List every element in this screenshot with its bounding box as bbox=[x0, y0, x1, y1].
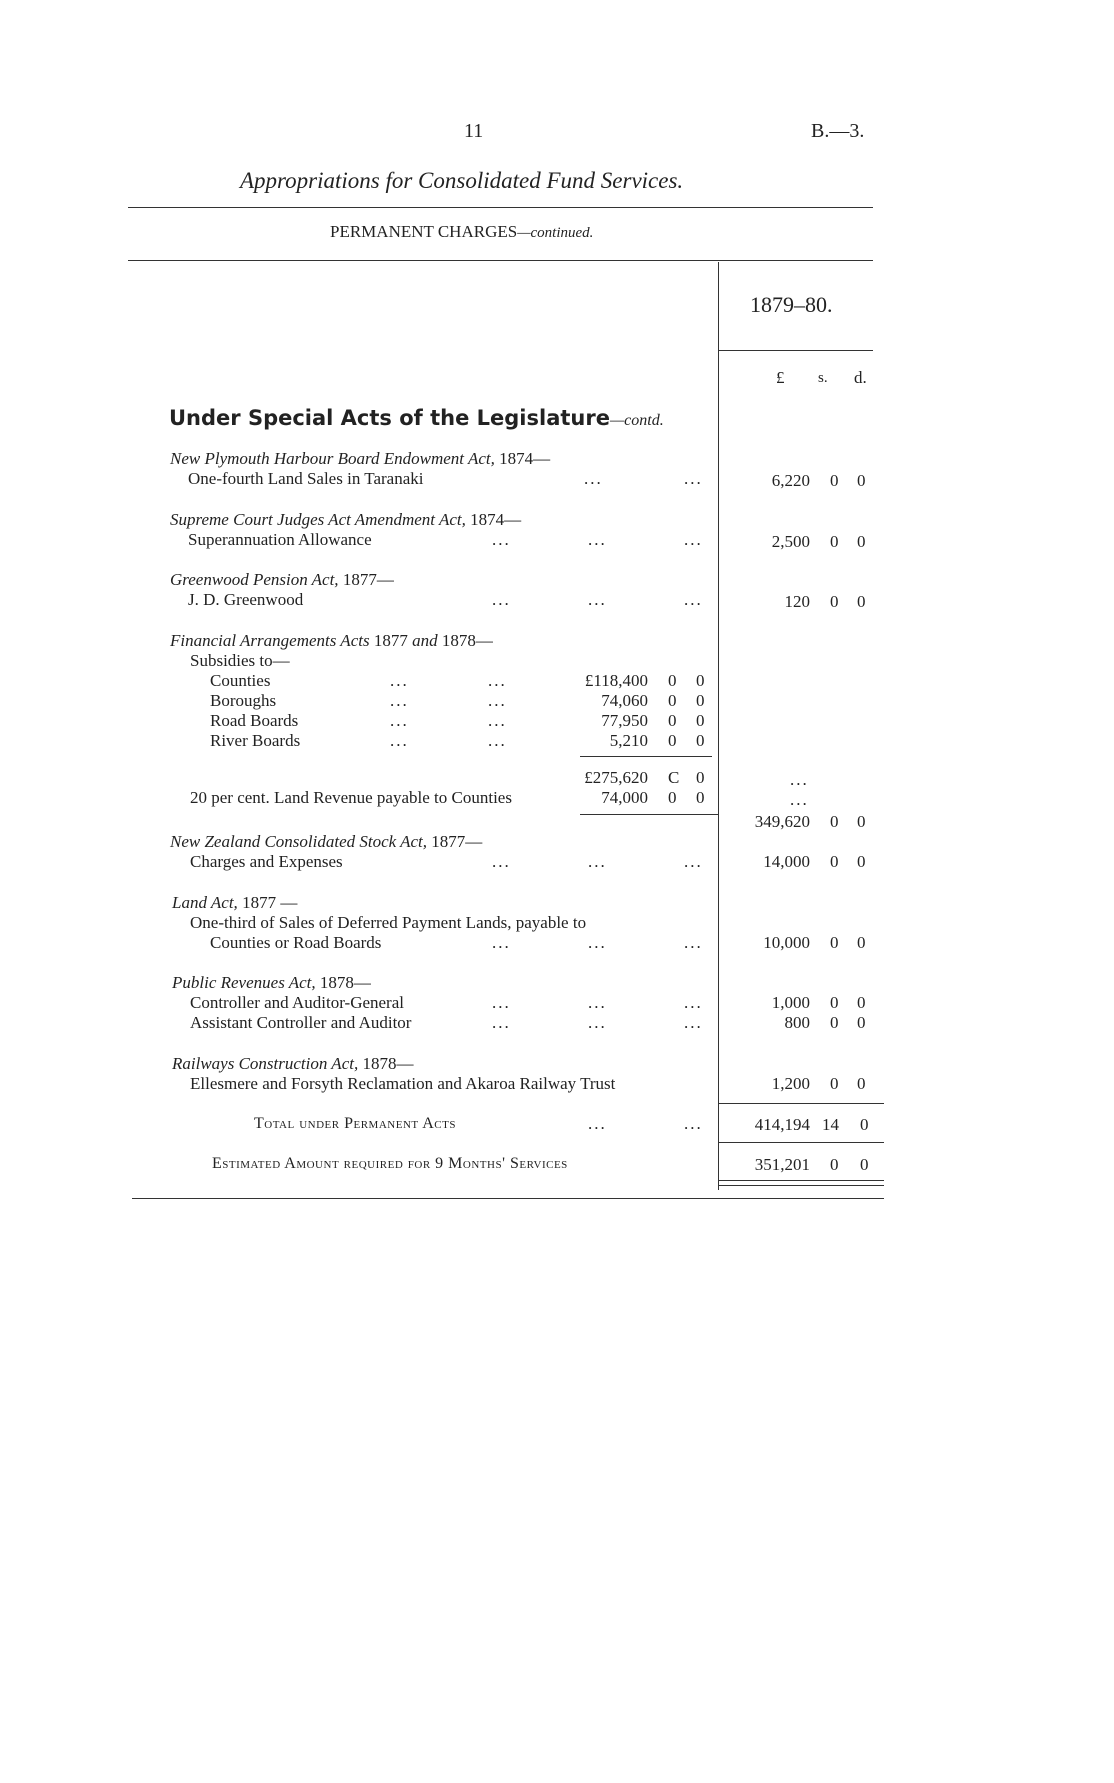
act-year: 1877 — bbox=[237, 893, 298, 912]
act-public-revenues bbox=[172, 973, 371, 993]
leader-dots: ... bbox=[390, 731, 409, 750]
amount-pounds: 2,500 bbox=[771, 532, 810, 551]
leader-dots: ... bbox=[588, 530, 607, 549]
amount-pence: 0 bbox=[857, 592, 866, 611]
estimate-double-rule-top bbox=[718, 1180, 884, 1181]
net-pence: 0 bbox=[857, 812, 866, 831]
amount-pounds: 800 bbox=[784, 1013, 810, 1032]
leader-dots: ... bbox=[588, 852, 607, 871]
leader-dots: ... bbox=[492, 530, 511, 549]
act-title: Financial Arrangements Acts bbox=[170, 631, 370, 650]
leader-dots: ... bbox=[684, 993, 703, 1012]
act-supreme-court bbox=[170, 510, 521, 530]
leader-dots: ... bbox=[790, 770, 809, 789]
act-year: 1877 bbox=[369, 631, 413, 650]
leader-dots: ... bbox=[588, 590, 607, 609]
item-deferred-payment-lands: One-third of Sales of Deferred Payment Lands, payable to bbox=[190, 913, 587, 932]
table-top-rule bbox=[128, 260, 873, 261]
page-number: 11 bbox=[464, 120, 484, 142]
leader-dots: ... bbox=[488, 671, 507, 690]
estimate-pence: 0 bbox=[860, 1155, 869, 1174]
leader-dots: ... bbox=[488, 731, 507, 750]
item-superannuation: Superannuation Allowance bbox=[188, 530, 372, 549]
subtotal-shillings: C bbox=[668, 768, 680, 787]
leader-dots: ... bbox=[492, 852, 511, 871]
item-taranaki-land-sales: One-fourth Land Sales in Taranaki bbox=[188, 469, 424, 488]
act-year: 1878— bbox=[437, 631, 493, 650]
total-permanent-shillings: 14 bbox=[822, 1115, 839, 1134]
subsidy-shillings: 0 bbox=[668, 731, 677, 750]
total-permanent-pence: 0 bbox=[860, 1115, 869, 1134]
leader-dots: ... bbox=[684, 1114, 703, 1133]
leader-dots: ... bbox=[488, 711, 507, 730]
leader-dots: ... bbox=[684, 1013, 703, 1032]
item-akaroa-railway-trust: Ellesmere and Forsyth Reclamation and Akaroa Railway Trust bbox=[190, 1074, 616, 1093]
leader-dots: ... bbox=[684, 933, 703, 952]
year-header-rule bbox=[718, 350, 873, 351]
leader-dots: ... bbox=[492, 993, 511, 1012]
net-pounds: 349,620 bbox=[754, 812, 810, 831]
act-land bbox=[172, 893, 297, 913]
act-year: 1877— bbox=[427, 832, 483, 851]
leader-dots: ... bbox=[588, 1114, 607, 1133]
leader-dots: ... bbox=[584, 469, 603, 488]
table-bottom-rule bbox=[132, 1198, 884, 1199]
amount-shillings: 0 bbox=[830, 532, 839, 551]
leader-dots: ... bbox=[588, 993, 607, 1012]
total-permanent-label: Total under Permanent Acts bbox=[254, 1115, 456, 1132]
act-year: 1874— bbox=[494, 449, 551, 468]
amount-pence: 0 bbox=[857, 471, 866, 490]
item-greenwood: J. D. Greenwood bbox=[188, 590, 304, 609]
item-assistant-controller: Assistant Controller and Auditor bbox=[190, 1013, 412, 1032]
total-permanent-pounds: 414,194 bbox=[754, 1115, 810, 1134]
leader-dots: ... bbox=[684, 852, 703, 871]
act-financial-arrangements bbox=[170, 631, 493, 651]
amount-pence: 0 bbox=[857, 532, 866, 551]
subtotal-rule bbox=[580, 756, 712, 757]
net-rule bbox=[580, 814, 718, 815]
act-year: 1878— bbox=[358, 1054, 414, 1073]
subsidy-shillings: 0 bbox=[668, 711, 677, 730]
subsidy-pence: 0 bbox=[696, 711, 705, 730]
item-charges-expenses: Charges and Expenses bbox=[190, 852, 343, 871]
pence-header: d. bbox=[854, 368, 867, 387]
subsidy-label: Counties bbox=[210, 671, 271, 690]
amount-pounds: 1,000 bbox=[771, 993, 810, 1012]
amount-pounds: 1,200 bbox=[771, 1074, 810, 1093]
section-subtitle bbox=[330, 222, 593, 242]
leader-dots: ... bbox=[684, 530, 703, 549]
net-shillings: 0 bbox=[830, 812, 839, 831]
subsidy-label: River Boards bbox=[210, 731, 301, 750]
title-rule bbox=[128, 207, 873, 208]
subsidy-pounds: 5,210 bbox=[609, 731, 648, 750]
deduction-pounds: 74,000 bbox=[601, 788, 648, 807]
amount-pounds: 10,000 bbox=[763, 933, 810, 952]
amount-column-divider bbox=[718, 262, 719, 1190]
leader-dots: ... bbox=[488, 691, 507, 710]
leader-dots: ... bbox=[390, 711, 409, 730]
deduction-pence: 0 bbox=[696, 788, 705, 807]
subsidy-pence: 0 bbox=[696, 671, 705, 690]
leader-dots: ... bbox=[588, 1013, 607, 1032]
shillings-header: s. bbox=[818, 370, 828, 386]
act-title: New Zealand Consolidated Stock Act, bbox=[170, 832, 428, 851]
estimate-double-rule-bottom bbox=[718, 1185, 884, 1186]
leader-dots: ... bbox=[684, 590, 703, 609]
act-year: 1878— bbox=[315, 973, 371, 992]
subsidy-pence: 0 bbox=[696, 691, 705, 710]
act-title: Supreme Court Judges Act Amendment Act, bbox=[170, 510, 466, 529]
leader-dots: ... bbox=[390, 691, 409, 710]
act-conjunction: and bbox=[412, 631, 438, 650]
amount-pence: 0 bbox=[857, 933, 866, 952]
leader-dots: ... bbox=[790, 790, 809, 809]
section-heading-contd: —contd. bbox=[609, 412, 664, 429]
total-rule bbox=[718, 1103, 884, 1104]
act-railways-construction bbox=[172, 1054, 413, 1074]
leader-dots: ... bbox=[390, 671, 409, 690]
leader-dots: ... bbox=[492, 1013, 511, 1032]
leader-dots: ... bbox=[492, 590, 511, 609]
act-title: Public Revenues Act, bbox=[172, 973, 316, 992]
act-consolidated-stock bbox=[170, 832, 482, 852]
estimate-pounds: 351,201 bbox=[754, 1155, 810, 1174]
item-counties-road-boards: Counties or Road Boards bbox=[210, 933, 382, 952]
amount-shillings: 0 bbox=[830, 1013, 839, 1032]
year-column-header: 1879–80. bbox=[750, 292, 833, 317]
leader-dots: ... bbox=[492, 933, 511, 952]
subtotal-pounds: £275,620 bbox=[584, 768, 648, 787]
amount-shillings: 0 bbox=[830, 1074, 839, 1093]
subsidy-shillings: 0 bbox=[668, 671, 677, 690]
act-title: New Plymouth Harbour Board Endowment Act, bbox=[170, 449, 495, 468]
act-year: 1877— bbox=[338, 570, 394, 589]
act-year: 1874— bbox=[465, 510, 522, 529]
amount-pence: 0 bbox=[857, 993, 866, 1012]
amount-shillings: 0 bbox=[830, 592, 839, 611]
leader-dots: ... bbox=[588, 933, 607, 952]
page-title: Appropriations for Consolidated Fund Services. bbox=[240, 168, 684, 193]
amount-shillings: 0 bbox=[830, 933, 839, 952]
subtitle-continued: —continued. bbox=[517, 225, 594, 241]
act-title: Greenwood Pension Act, bbox=[170, 570, 339, 589]
subsidy-label: Road Boards bbox=[210, 711, 299, 730]
amount-shillings: 0 bbox=[830, 471, 839, 490]
document-reference: B.—3. bbox=[811, 120, 865, 142]
subsidy-pounds: £118,400 bbox=[584, 671, 648, 690]
estimate-rule bbox=[718, 1142, 884, 1143]
leader-dots: ... bbox=[684, 469, 703, 488]
subsidy-label: Boroughs bbox=[210, 691, 277, 710]
subsidy-pounds: 77,950 bbox=[601, 711, 648, 730]
subsidy-pence: 0 bbox=[696, 731, 705, 750]
subsidy-shillings: 0 bbox=[668, 691, 677, 710]
amount-pence: 0 bbox=[857, 1013, 866, 1032]
subsidy-pounds: 74,060 bbox=[601, 691, 648, 710]
act-greenwood-pension bbox=[170, 570, 394, 590]
subsidies-label: Subsidies to— bbox=[190, 651, 290, 670]
amount-pence: 0 bbox=[857, 1074, 866, 1093]
estimate-shillings: 0 bbox=[830, 1155, 839, 1174]
amount-pounds: 14,000 bbox=[763, 852, 810, 871]
amount-shillings: 0 bbox=[830, 993, 839, 1012]
subtitle-main: PERMANENT CHARGES bbox=[330, 222, 518, 241]
item-controller-auditor: Controller and Auditor-General bbox=[190, 993, 404, 1012]
section-heading-text: Under Special Acts of the Legislature bbox=[169, 406, 610, 430]
act-title: Railways Construction Act, bbox=[172, 1054, 359, 1073]
estimate-label: Estimated Amount required for 9 Months' Services bbox=[212, 1155, 568, 1172]
amount-pounds: 120 bbox=[784, 592, 810, 611]
subtotal-pence: 0 bbox=[696, 768, 705, 787]
pounds-header: £ bbox=[776, 368, 785, 387]
amount-pence: 0 bbox=[857, 852, 866, 871]
amount-shillings: 0 bbox=[830, 852, 839, 871]
section-heading bbox=[169, 406, 664, 430]
land-revenue-deduction-label: 20 per cent. Land Revenue payable to Counties bbox=[190, 788, 512, 807]
deduction-shillings: 0 bbox=[668, 788, 677, 807]
act-new-plymouth bbox=[170, 449, 550, 469]
amount-pounds: 6,220 bbox=[771, 471, 810, 490]
act-title: Land Act, bbox=[172, 893, 238, 912]
